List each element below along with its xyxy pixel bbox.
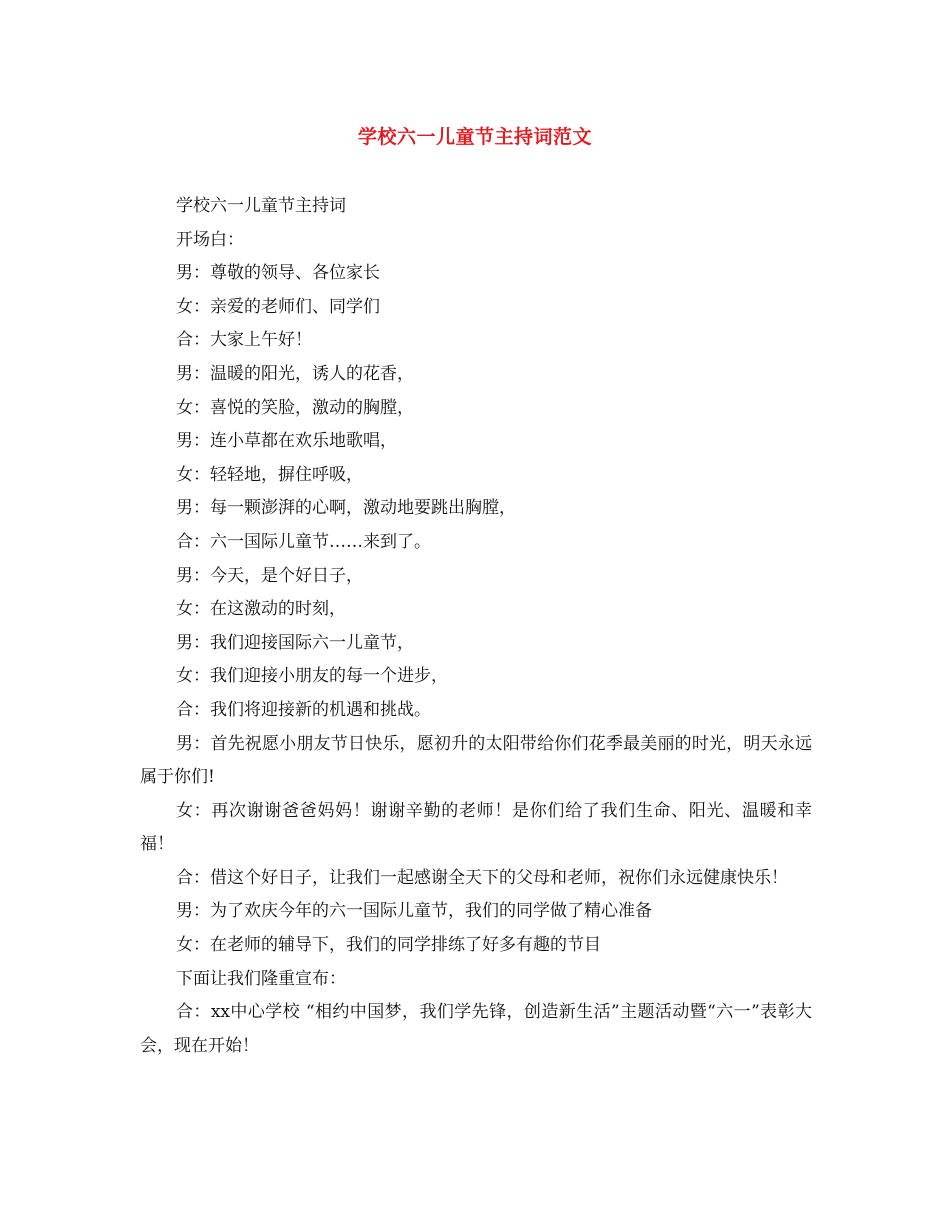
paragraph: 合：六一国际儿童节……来到了。: [176, 531, 431, 552]
paragraph: 男：今天，是个好日子，: [176, 565, 363, 586]
paragraph: 合：大家上午好！: [176, 330, 312, 351]
paragraph: 女：再次谢谢爸爸妈妈！谢谢辛勤的老师！是你们给了我们生命、阳光、温暖和幸福！: [140, 800, 812, 855]
paragraph: 下面让我们隆重宣布：: [176, 968, 346, 989]
paragraph: 女：轻轻地，摒住呼吸，: [176, 464, 363, 485]
paragraph: 开场白：: [176, 229, 244, 250]
paragraph: 合：借这个好日子，让我们一起感谢全天下的父母和老师，祝你们永远健康快乐！: [176, 867, 788, 888]
paragraph: 女：在老师的辅导下，我们的同学排练了好多有趣的节目: [176, 935, 601, 956]
paragraph: 女：我们迎接小朋友的每一个进步，: [176, 666, 448, 687]
paragraph: 男：温暖的阳光，诱人的花香，: [176, 363, 414, 384]
paragraph: 女：在这激动的时刻，: [176, 599, 346, 620]
paragraph: 男：每一颗澎湃的心啊，激动地要跳出胸膛，: [176, 498, 516, 519]
paragraph: 合：xx中心学校 “相约中国梦，我们学先锋，创造新生活”主题活动暨“六一”表彰大会，现在开始！: [140, 1002, 812, 1056]
paragraph: 合：我们将迎接新的机遇和挑战。: [176, 699, 431, 720]
paragraph: 女：喜悦的笑脸，激动的胸膛，: [176, 397, 414, 418]
paragraph: 男：我们迎接国际六一儿童节，: [176, 632, 414, 653]
document-body: [140, 190, 812, 1063]
paragraph: 男：为了欢庆今年的六一国际儿童节，我们的同学做了精心准备: [176, 901, 652, 922]
paragraph: 男：尊敬的领导、各位家长: [176, 263, 380, 284]
document-title: 学校六一儿童节主持词范文: [357, 126, 592, 148]
paragraph: 学校六一儿童节主持词: [176, 196, 346, 216]
paragraph: 男：首先祝愿小朋友节日快乐，愿初升的太阳带给你们花季最美丽的时光，明天永远属于你们!: [140, 733, 812, 788]
paragraph: 男：连小草都在欢乐地歌唱，: [176, 431, 397, 452]
paragraph: 女：亲爱的老师们、同学们: [176, 296, 380, 317]
